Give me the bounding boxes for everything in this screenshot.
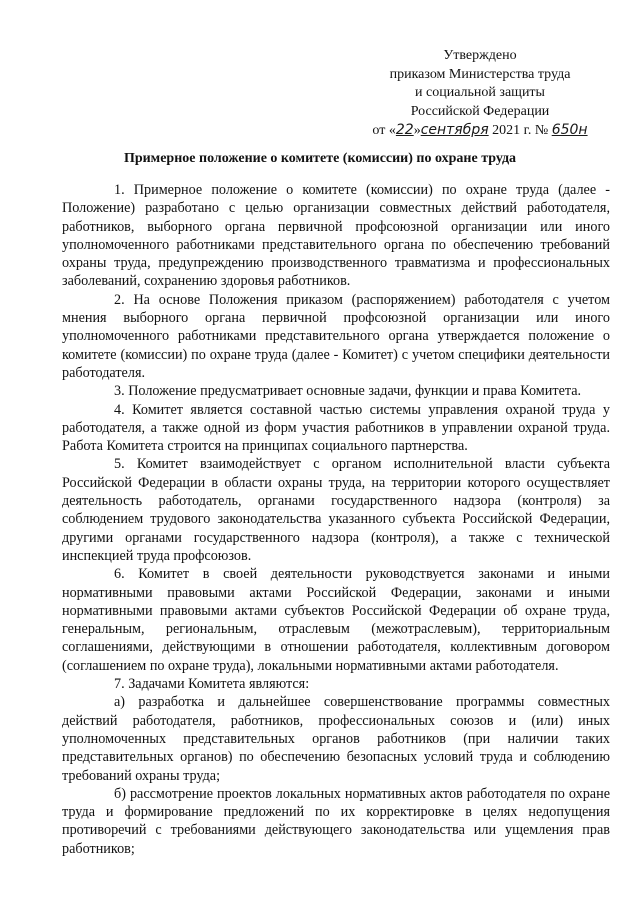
date-year: 2021 г. № [488, 123, 552, 138]
date-separator: » [413, 123, 421, 138]
approval-line-3: и социальной защиты [415, 85, 545, 100]
approval-stamp [330, 47, 630, 141]
handwritten-order-number: 650н [551, 122, 588, 138]
paragraph-4: 4. Комитет является составной частью системы управления охраной труда у работодателя, а также одной из форм участия работников в управлении охраной труда. Работа Комитета строится на принципах социального партнерства. [62, 401, 610, 455]
approval-line-2: приказом Министерства труда [389, 66, 571, 82]
document-title: Примерное положение о комитете (комиссии) по охране труда [123, 151, 517, 166]
date-prefix: от « [372, 123, 396, 138]
paragraph-1: 1. Примерное положение о комитете (комиссии) по охране труда (далее - Положение) разработано с целью организации совместных действий работодателя, работников, выборного органа первичной профсоюзной организации или иного уполномоченного работниками представительного органа по обеспечению требований охраны труда, предупреждению производственного травматизма и профессиональных заболеваний, сохранению здоровья работников. [62, 182, 610, 290]
paragraph-7b: б) рассмотрение проектов локальных нормативных актов работодателя по охране труда и формирование предложений по их корректировке в целях недопущения противоречий с требованиями действующего законодательства или ущемления прав работников; [62, 785, 610, 857]
paragraph-2: 2. На основе Положения приказом (распоряжением) работодателя с учетом мнения выборного органа первичной профсоюзной организации или иного уполномоченного работниками представительного органа утверждается положение о комитете (комиссии) по охране труда (далее - Комитет) с учетом специфики деятельности работодателя. [62, 291, 610, 381]
paragraph-7: 7. Задачами Комитета являются: [114, 676, 310, 693]
approval-line-4: Российской Федерации [410, 103, 550, 119]
paragraph-6: 6. Комитет в своей деятельности руководствуется законами и иными нормативными правовыми актами Российской Федерации, законами и иными нормативными правовыми актами субъектов Российской Федерации об охране труда, генеральным, региональным, отраслевым (межотраслевым), территориальным соглашениями, действующими в отношении работодателя, коллективным договором (соглашением по охране труда), локальными нормативными актами работодателя. [62, 566, 610, 674]
handwritten-month: сентября [420, 122, 489, 138]
paragraph-3: 3. Положение предусматривает основные задачи, функции и права Комитета. [114, 383, 582, 400]
paragraph-5: 5. Комитет взаимодействует с органом исполнительной власти субъекта Российской Федерации в области охраны труда, на территории которого осуществляет деятельность работодатель, органами государственного надзора (контроля) за соблюдением трудового законодательства указанного субъекта Российской Федерации, другими органами государственного надзора (контроля), а также с технической инспекцией труда профсоюзов. [62, 456, 610, 564]
document-body [62, 181, 610, 858]
approval-line-1: Утверждено [443, 48, 517, 63]
paragraph-7a: а) разработка и дальнейшее совершенствование программы совместных действий работодателя, работников, профессиональных союзов и (или) иных уполномоченных представительных органов работников (при наличии таких представительных органов) по обеспечению безопасных условий труда и соблюдению требований охраны труда; [62, 694, 610, 784]
handwritten-day: 22 [395, 122, 414, 138]
approval-date-line [330, 121, 630, 141]
